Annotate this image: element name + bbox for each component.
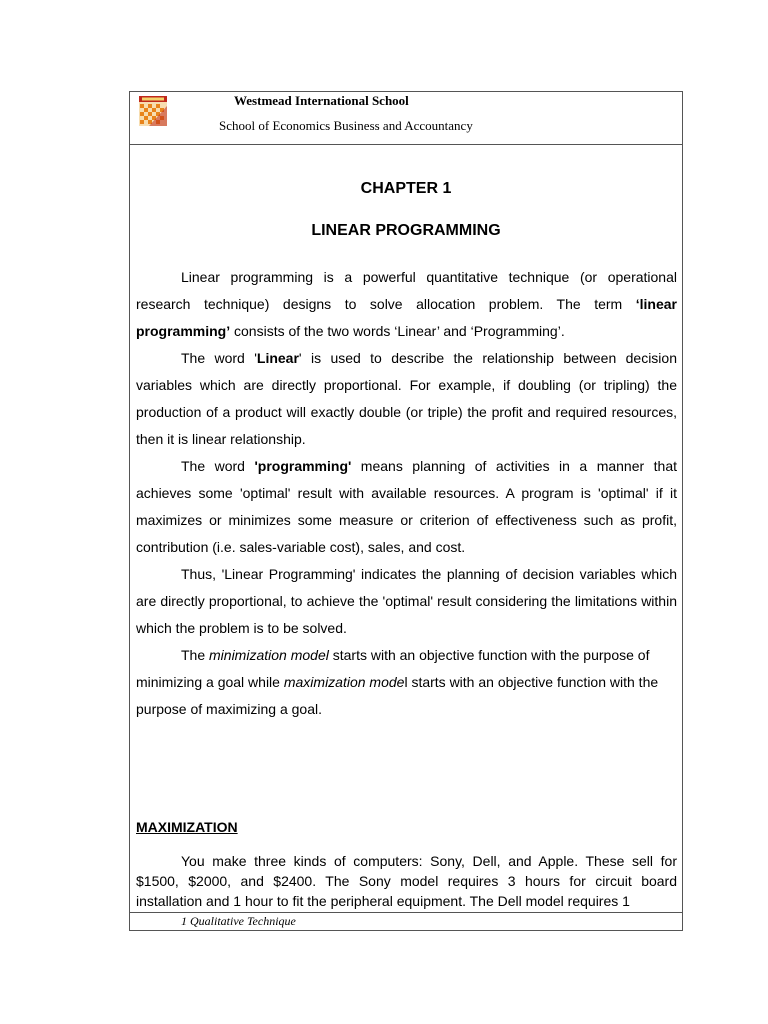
school-name: Westmead International School [234,93,409,108]
footnote: 1 Qualitative Technique [181,914,296,928]
document-page [129,91,683,931]
paragraph-linear: The word 'Linear' is used to describe the relationship between decision variables which are directly proportional. For example, if doubling (or tripling) the production of a product will exactly double (or triple) the profit and required resources, then it is linear relationship. [136,350,677,447]
document-header [130,92,682,145]
chapter-number: CHAPTER 1 [360,180,452,197]
paragraph-summary: Thus, 'Linear Programming' indicates the planning of decision variables which are directly proportional, to achieve the 'optimal' result considering the limitations within which the problem is to be solved. [136,566,677,636]
paragraph-programming: The word 'programming' means planning of activities in a manner that achieves some 'optimal' result with available resources. A program is 'optimal' if it maximizes or minimizes some measure or criterion of effectiveness such as profit, contribution (i.e. sales-variable cost), sales, and cost. [136,458,678,555]
paragraph-definition: Linear programming is a powerful quantitative technique (or operational research technique) designs to solve allocation problem. The term ‘linear programming’ consists of the two words ‘Linear’ and ‘Programming’. [136,269,677,339]
chapter-title: LINEAR PROGRAMMING [311,222,501,239]
maximization-heading: MAXIMIZATION [136,819,238,835]
footnote-divider [130,912,682,913]
maximization-paragraph: You make three kinds of computers: Sony, Dell, and Apple. These sell for $1500, $2000, and $2400. The Sony model requires 3 hours for circuit board installation and 1 hour to fit the peripheral equipment. The Dell model requires 1 [136,853,677,909]
school-logo-icon [139,96,167,126]
chapter-body [136,264,677,723]
school-department: School of Economics Business and Accountancy [219,118,473,133]
paragraph-models: The minimization model starts with an objective function with the purpose of minimizing a goal while maximization model starts with an objective function with the purpose of maximizing a goal. [136,647,659,717]
